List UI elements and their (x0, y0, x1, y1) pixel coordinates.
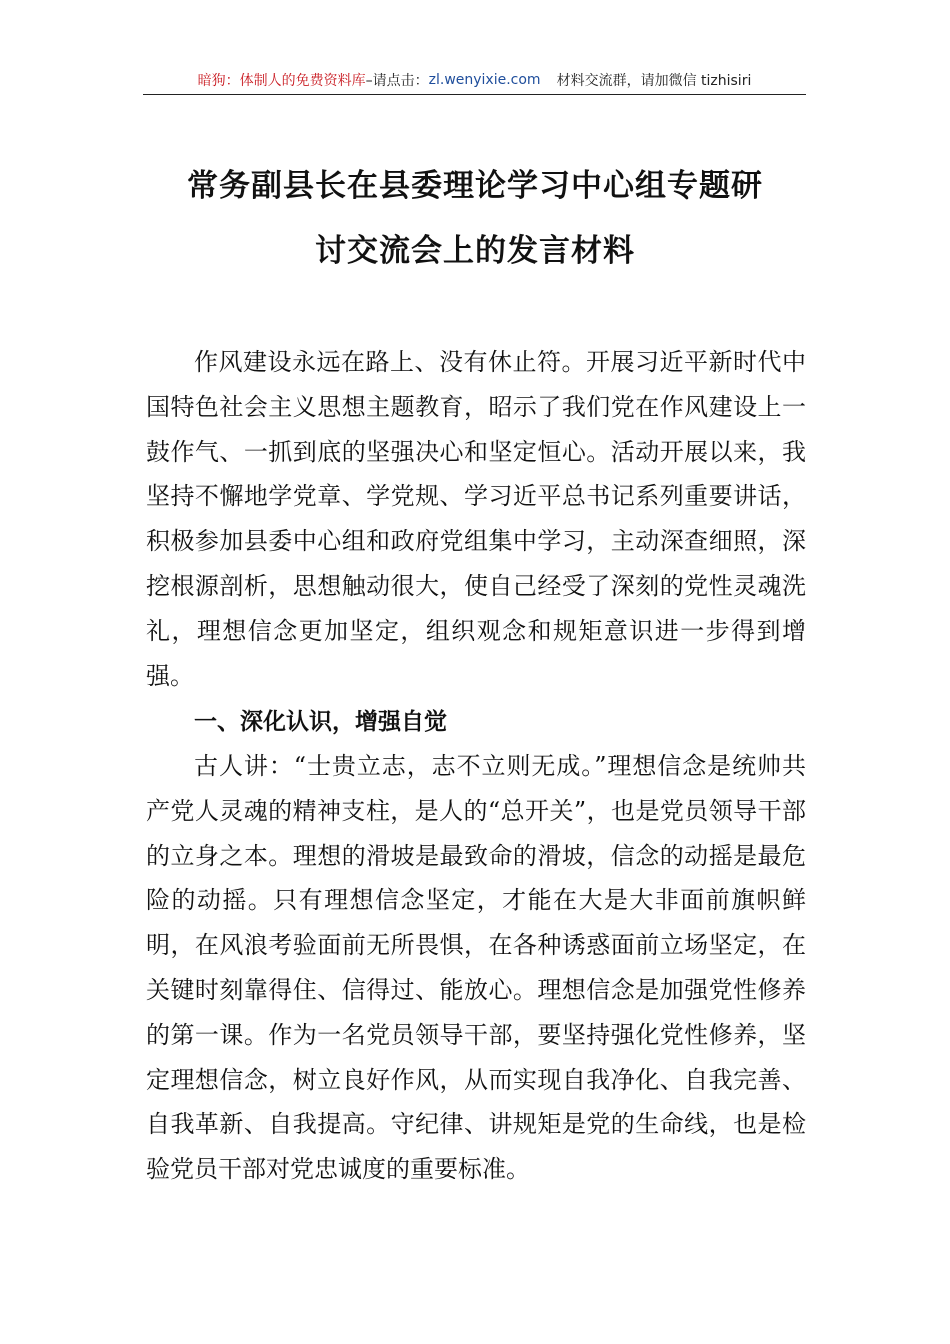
document-title-line2: 讨交流会上的发言材料 (315, 233, 635, 269)
document-title-line1: 常务副县长在县委理论学习中心组专题研 (187, 168, 763, 204)
header-link[interactable]: zl.wenyixie.com (428, 72, 541, 88)
header-click-prompt: –请点击： (365, 73, 429, 89)
page-header (143, 66, 806, 95)
paragraph-intro: 作风建设永远在路上、没有休止符。开展习近平新时代中国特色社会主义思想主题教育，昭示了我们党在作风建设上一鼓作气、一抓到底的坚强决心和坚定恒心。活动开展以来，我坚持不懈地学党章、学党规、学习近平总书记系列重要讲话，积极参加县委中心组和政府党组集中学习，主动深查细照，深挖根源剖析，思想触动很大，使自己经受了深刻的党性灵魂洗礼，理想信念更加坚定，组织观念和规矩意识进一步得到增强。 (146, 348, 806, 690)
paragraph-section-1: 古人讲：“士贵立志，志不立则无成。”理想信念是统帅共产党人灵魂的精神支柱，是人的“总开关”，也是党员领导干部的立身之本。理想的滑坡是最致命的滑坡，信念的动摇是最危险的动摇。只有理想信念坚定，才能在大是大非面前旗帜鲜明，在风浪考验面前无所畏惧，在各种诱惑面前立场坚定，在关键时刻靠得住、信得过、能放心。理想信念是加强党性修养的第一课。作为一名党员领导干部，要坚持强化党性修养，坚定理想信念，树立良好作风，从而实现自我净化、自我完善、自我革新、自我提高。守纪律、讲规矩是党的生命线，也是检验党员干部对党忠诚度的重要标准。 (146, 752, 806, 1184)
header-brand: 暗狗：体制人的免费资料库 (197, 73, 366, 89)
section-heading-1: 一、深化认识，增强自觉 (194, 709, 447, 735)
header-contact: 材料交流群，请加微信 tizhisiri (556, 73, 752, 89)
